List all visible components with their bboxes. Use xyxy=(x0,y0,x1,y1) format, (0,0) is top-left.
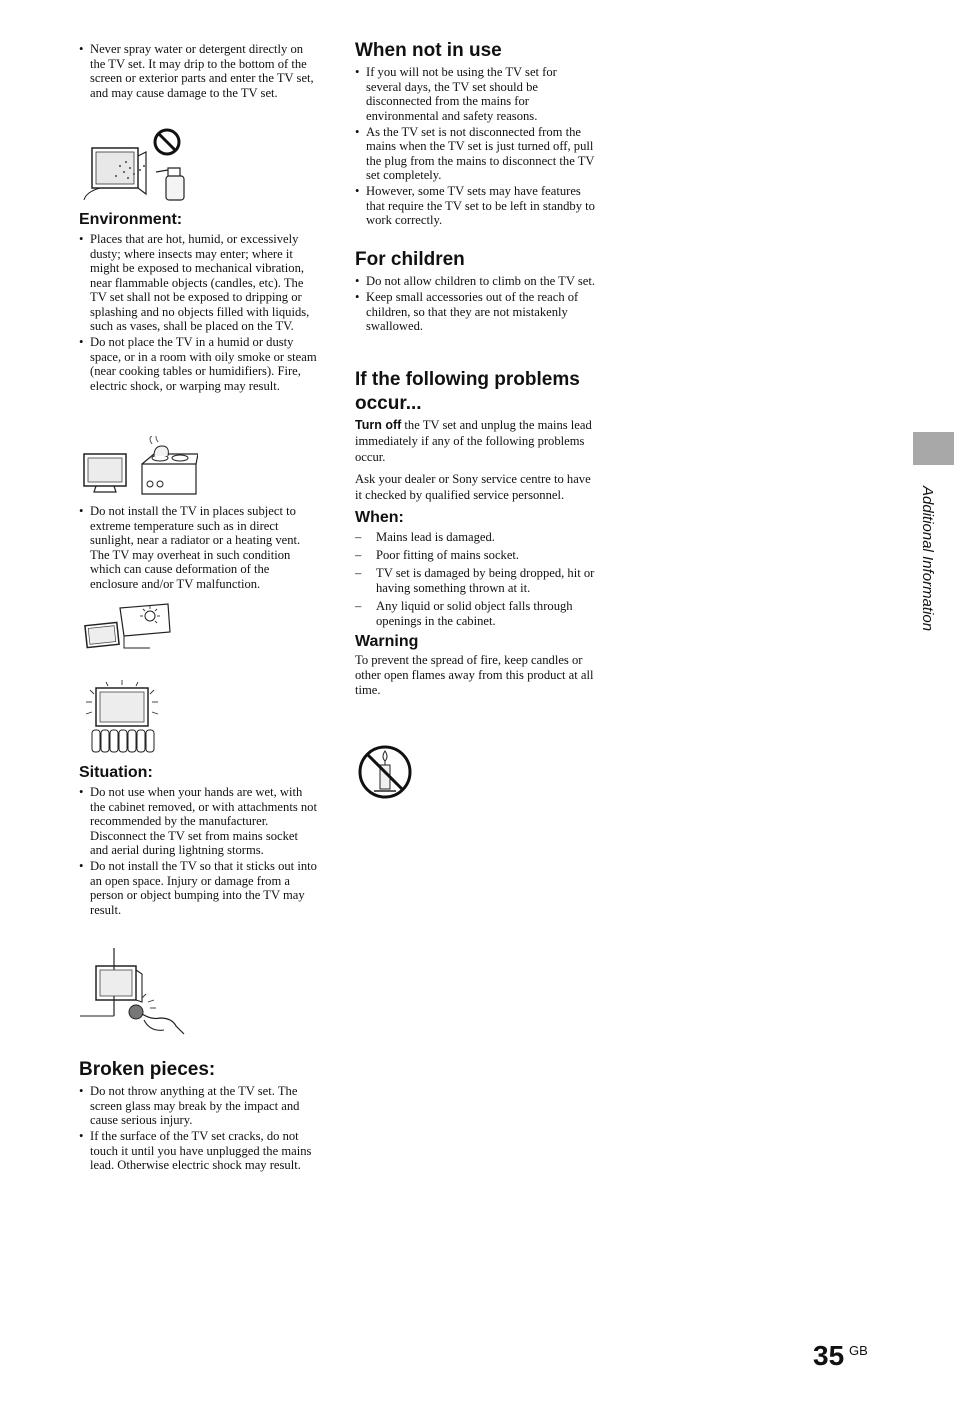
stove-illustration xyxy=(80,436,198,500)
section-heading: When not in use xyxy=(355,40,502,61)
spray-illustration xyxy=(80,126,190,202)
environment-section xyxy=(79,210,319,395)
sunlight-illustration xyxy=(80,602,172,652)
section-tab-marker xyxy=(913,432,954,465)
warning-text: To prevent the spread of fire, keep candles or other open flames away from this product at all time. xyxy=(355,653,594,697)
list-item: – Poor fitting of mains socket. xyxy=(355,548,595,563)
section-heading: Environment: xyxy=(79,211,183,228)
list-item: • Do not throw anything at the TV set. The screen glass may break by the impact and cause serious injury. xyxy=(79,1084,319,1128)
list-item: • Do not install the TV in places subject to extreme temperature such as in direct sunlight, near a radiator or a heating vent. The TV may overheat in such condition which can cause deformation of the enclosure and/or TV malfunction. xyxy=(79,504,319,591)
list-item: • Places that are hot, humid, or excessively dusty; where insects may enter; where it might be exposed to mechanical vibration, near flammable objects (candles, etc). The TV set shall not be exposed to dripping or splashing and no objects filled with liquids, such as vases, shall be placed on the TV. xyxy=(79,232,319,334)
list-item: – Mains lead is damaged. xyxy=(355,530,595,545)
side-section-label: Additional Information xyxy=(919,486,936,632)
list-item: • If you will not be using the TV set for several days, the TV set should be disconnected from the mains for environmental and safety reasons. xyxy=(355,65,595,123)
for-children-section xyxy=(355,248,595,335)
list-item: • If the surface of the TV set cracks, do not touch it until you have unplugged the mains lead. Otherwise electric shock may result. xyxy=(79,1129,319,1173)
list-item: • Do not place the TV in a humid or dusty space, or in a room with oily smoke or steam (near cooking tables or humidifiers). Fire, electric shock, or warping may result. xyxy=(79,335,319,393)
situation-section xyxy=(79,763,319,919)
temperature-warning xyxy=(79,504,319,593)
section-heading: Situation: xyxy=(79,764,153,781)
list-item: • Do not allow children to climb on the TV set. xyxy=(355,274,595,289)
page-number: 35 xyxy=(813,1340,845,1371)
list-item: • Keep small accessories out of the reach of children, so that they are not mistakenly swallowed. xyxy=(355,290,595,334)
list-item: • Never spray water or detergent directly on the TV set. It may drip to the bottom of the screen or exterior parts and enter the TV set, and may cause damage to the TV set. xyxy=(79,42,319,100)
broken-pieces-section xyxy=(79,1058,319,1174)
turn-off-text: the TV set and unplug the mains lead immediately if any of the following problems occur. xyxy=(355,418,592,464)
page-region-code: GB xyxy=(849,1343,868,1358)
no-candle-icon xyxy=(356,743,414,801)
bump-illustration xyxy=(80,946,190,1040)
turn-off-paragraph xyxy=(355,417,595,465)
list-item: • Do not use when your hands are wet, with the cabinet removed, or with attachments not recommended by the manufacturer. Disconnect the TV set from mains socket and aerial during lightning storms. xyxy=(79,785,319,858)
section-heading: If the following problems occur... xyxy=(355,369,580,414)
list-item: – Any liquid or solid object falls through openings in the cabinet. xyxy=(355,599,595,629)
warning-heading: Warning xyxy=(355,633,419,650)
dealer-paragraph: Ask your dealer or Sony service centre to have it checked by qualified service personnel. xyxy=(355,472,591,502)
spray-warning xyxy=(79,42,319,102)
section-heading: Broken pieces: xyxy=(79,1059,216,1080)
list-item: • As the TV set is not disconnected from the mains when the TV set is just turned off, pull the plug from the mains to disconnect the TV set completely. xyxy=(355,125,595,183)
when-heading: When: xyxy=(355,509,404,526)
radiator-illustration xyxy=(82,680,162,754)
problems-section xyxy=(355,368,595,698)
list-item: • Do not install the TV so that it sticks out into an open space. Injury or damage from a person or object bumping into the TV may result. xyxy=(79,859,319,917)
list-item: • However, some TV sets may have features that require the TV set to be left in standby to work correctly. xyxy=(355,184,595,228)
list-item: – TV set is damaged by being dropped, hit or having something thrown at it. xyxy=(355,566,595,596)
section-heading: For children xyxy=(355,249,465,270)
turn-off-label: Turn off xyxy=(355,418,402,432)
when-not-in-use-section xyxy=(355,39,595,229)
